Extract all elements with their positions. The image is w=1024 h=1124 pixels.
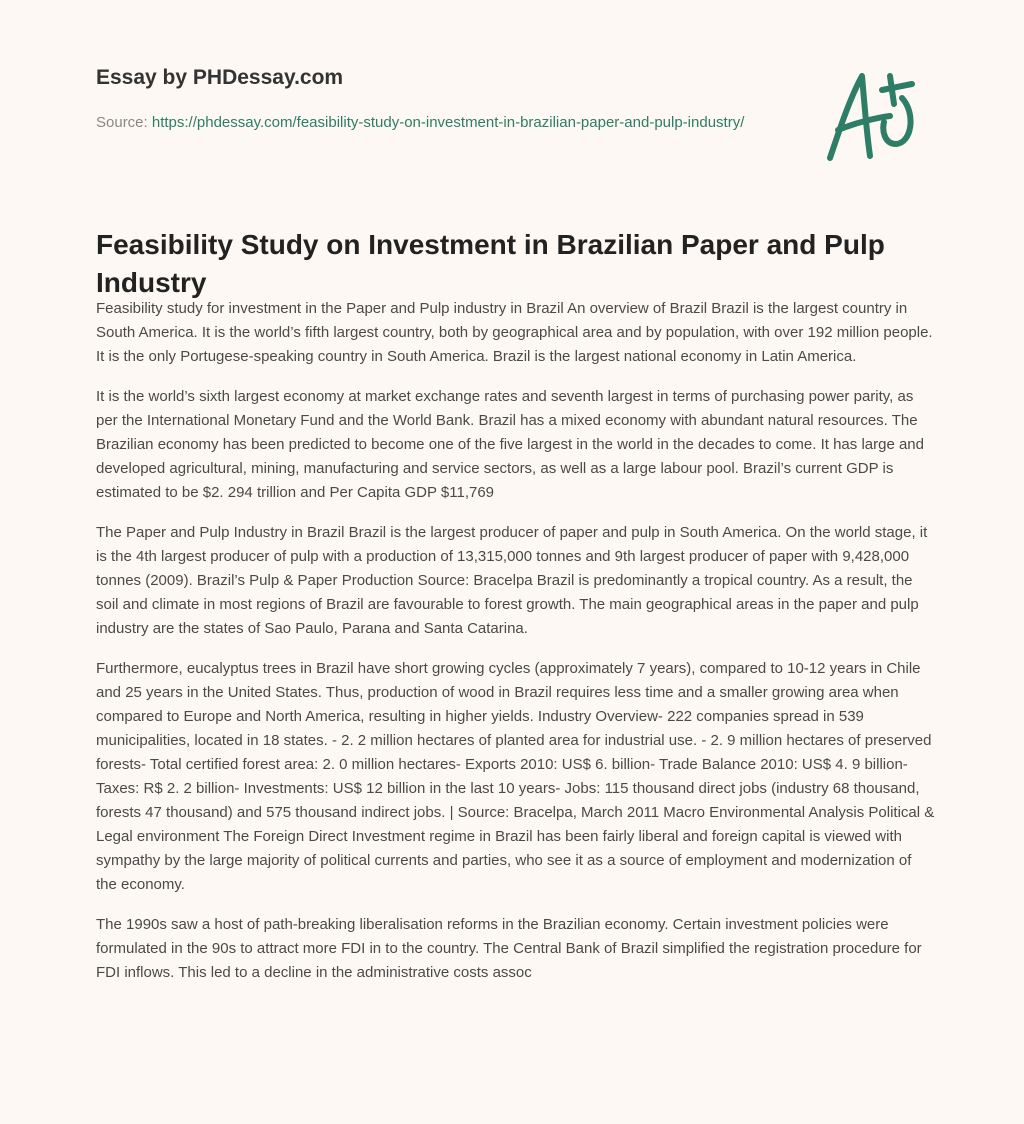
paragraph: Furthermore, eucalyptus trees in Brazil have short growing cycles (approximately 7 years), compared to 10-12 years in Chile and 25 years in the United States. Thus, production of wood in Brazil requires less time and a smaller growing area when compared to Europe and North America, resulting in higher yields. Industry Overview- 222 companies spread in 539 municipalities, located in 18 states. - 2. 2 million hectares of planted area for industrial use. - 2. 9 million hectares of preserved forests- Total certified forest area: 2. 0 million hectares- Exports 2010: US$ 6. billion- Trade Balance 2010: US$ 4. 9 billion- Taxes: R$ 2. 2 billion- Investments: US$ 12 billion in the last 10 years- Jobs: 115 thousand direct jobs (industry 68 thousand, forests 47 thousand) and 575 thousand indirect jobs. | Source: Bracelpa, March 2011 Macro Environmental Analysis Political & Legal environment The Foreign Direct Investment regime in Brazil has been fairly liberal and foreign capital is viewed with sympathy by the large majority of political currents and parties, who see it as a source of employment and modernization of the economy.	[96, 660, 935, 893]
site-brand: Essay by PHDessay.com	[96, 66, 344, 89]
source-line	[96, 111, 756, 135]
paragraph: The 1990s saw a host of path-breaking liberalisation reforms in the Brazilian economy. Certain investment policies were formulated in the 90s to attract more FDI in to the country. The Central Bank of Brazil simplified the registration procedure for FDI inflows. This led to a decline in the administrative costs assoc	[96, 916, 922, 981]
article-body	[96, 297, 936, 1001]
paragraph: Feasibility study for investment in the Paper and Pulp industry in Brazil An overview of Brazil Brazil is the largest country in South America. It is the world’s fifth largest country, both by geographical area and by population, with over 192 million people. It is the only Portugese-speaking country in South America. Brazil is the largest national economy in Latin America.	[96, 300, 933, 365]
paragraph: It is the world’s sixth largest economy at market exchange rates and seventh largest in terms of purchasing power parity, as per the International Monetary Fund and the World Bank. Brazil has a mixed economy with abundant natural resources. The Brazilian economy has been predicted to become one of the five largest in the world in the decades to come. It has large and developed agricultural, mining, manufacturing and service sectors, as well as a large labour pool. Brazil’s current GDP is estimated to be $2. 294 trillion and Per Capita GDP $11,769	[96, 388, 924, 501]
source-label: Source:	[96, 114, 152, 131]
page-title: Feasibility Study on Investment in Brazilian Paper and Pulp Industry	[96, 229, 885, 298]
a-plus-logo-icon	[820, 68, 930, 168]
source-link[interactable]: https://phdessay.com/feasibility-study-on-investment-in-brazilian-paper-and-pulp-industry/	[151, 114, 745, 131]
paragraph: The Paper and Pulp Industry in Brazil Brazil is the largest producer of paper and pulp in South America. On the world stage, it is the 4th largest producer of pulp with a production of 13,315,000 tonnes and 9th largest producer of paper with 9,428,000 tonnes (2009). Brazil’s Pulp & Paper Production Source: Bracelpa Brazil is predominantly a tropical country. As a result, the soil and climate in most regions of Brazil are favourable to forest growth. The main geographical areas in the paper and pulp industry are the states of Sao Paulo, Parana and Santa Catarina.	[96, 524, 928, 637]
